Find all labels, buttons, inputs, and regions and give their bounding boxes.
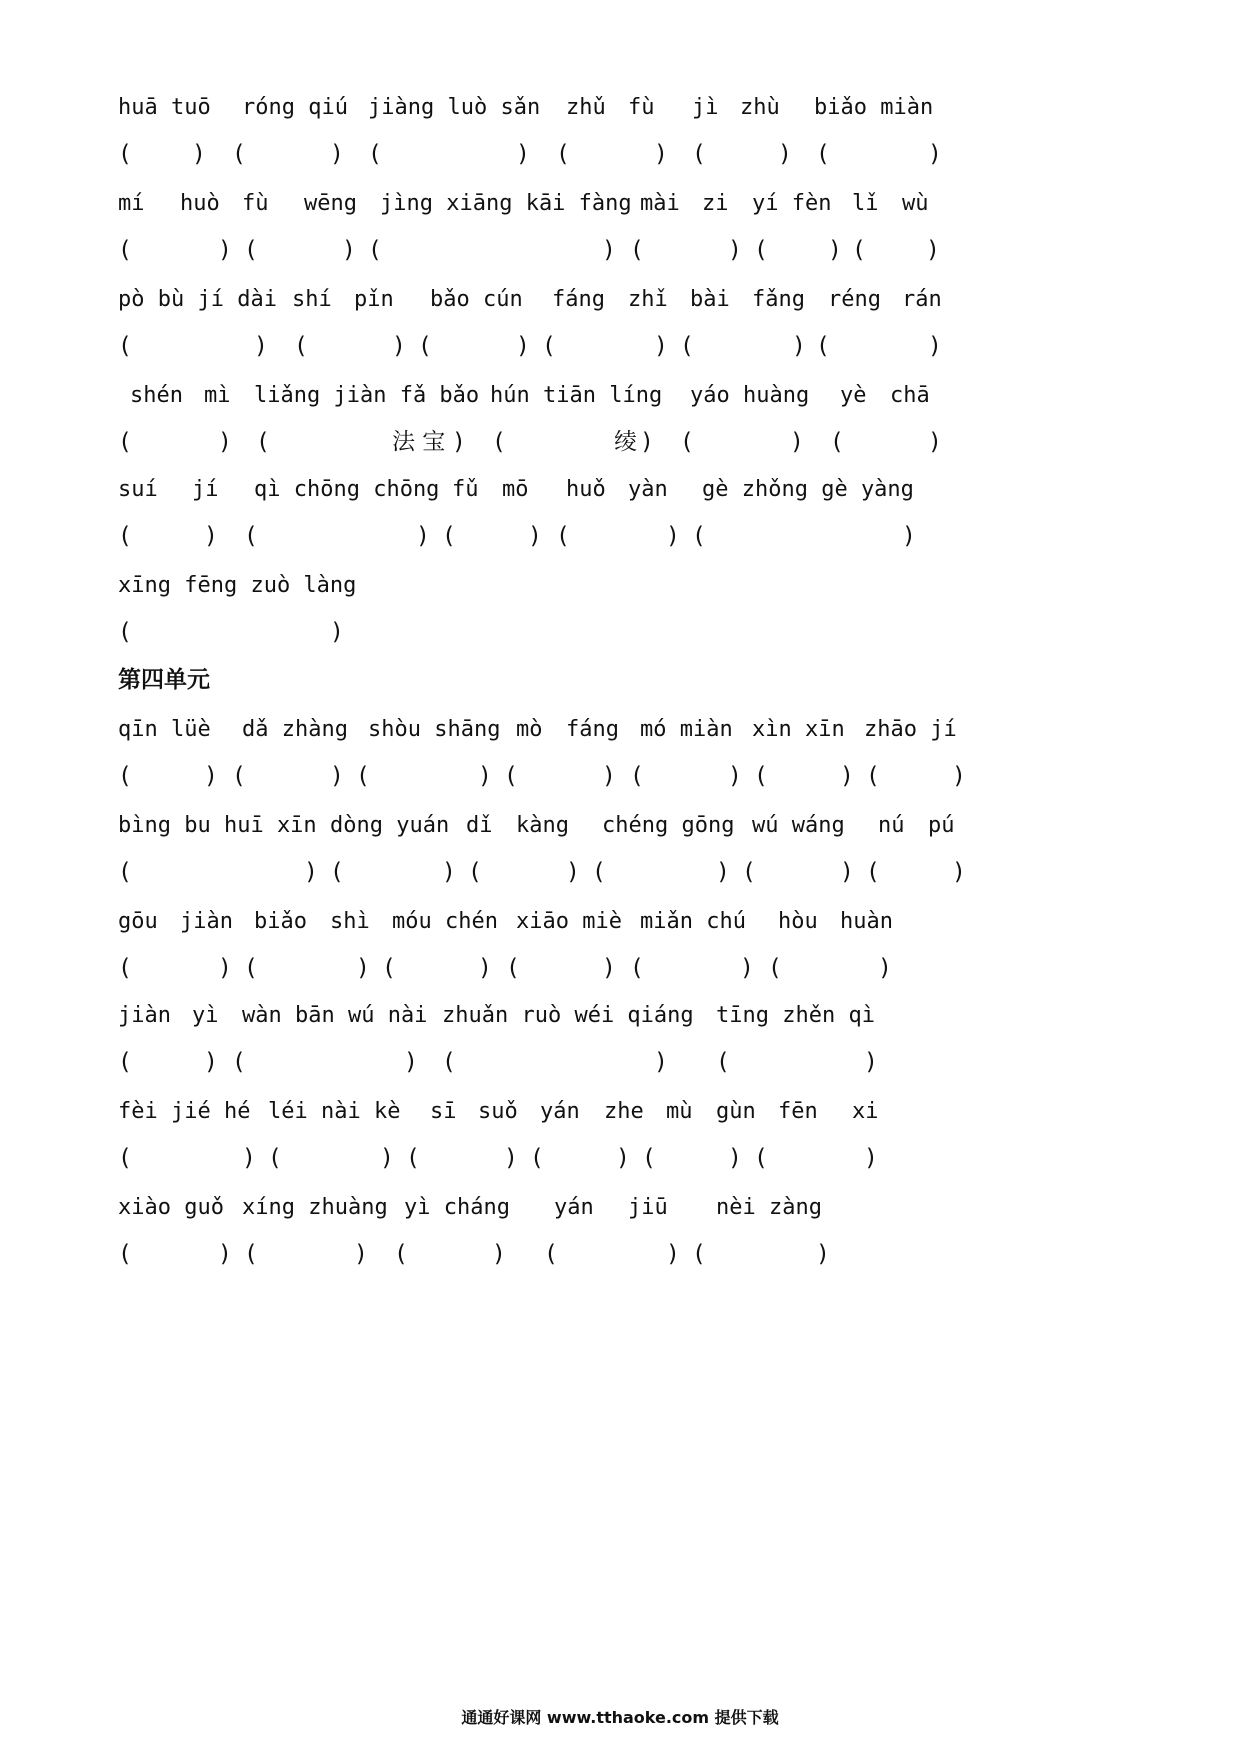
open-paren: ( — [232, 1049, 246, 1075]
answer-row — [0, 426, 1240, 458]
pinyin-word: wàn bān wú nài — [242, 1003, 428, 1028]
open-paren: ( — [368, 141, 382, 167]
open-paren: ( — [866, 763, 880, 789]
pinyin-word: chéng gōng — [602, 813, 735, 838]
close-paren: ) — [654, 141, 668, 167]
pinyin-word: zhāo jí — [864, 717, 957, 742]
pinyin-word: huàn — [840, 909, 893, 934]
pinyin-word: zhǐ — [628, 287, 668, 312]
open-paren: ( — [118, 1241, 132, 1267]
pinyin-word: huǒ — [566, 477, 606, 502]
pinyin-word: zhù — [740, 95, 780, 120]
pinyin-word: gè zhǒng gè yàng — [702, 477, 914, 502]
close-paren: ) — [330, 619, 344, 645]
answer-row — [0, 952, 1240, 984]
open-paren: ( — [530, 1145, 544, 1171]
open-paren: ( — [244, 1241, 258, 1267]
footer-credit: 通通好课网 www.tthaoke.com 提供下载 — [461, 1708, 779, 1727]
close-paren: ) — [356, 955, 370, 981]
open-paren: ( — [768, 955, 782, 981]
open-paren: ( — [330, 859, 344, 885]
open-paren: ( — [118, 141, 132, 167]
open-paren: ( — [232, 763, 246, 789]
close-paren: ) — [928, 141, 942, 167]
close-paren: ) — [864, 1145, 878, 1171]
close-paren: ) — [242, 1145, 256, 1171]
pinyin-word: lǐ — [852, 191, 879, 216]
pinyin-word: fǔ — [452, 477, 479, 502]
open-paren: ( — [754, 763, 768, 789]
close-paren: ) — [666, 1241, 680, 1267]
close-paren: ) — [602, 237, 616, 263]
pinyin-word: suǒ — [478, 1099, 518, 1124]
pinyin-word: wēng — [304, 191, 357, 216]
pinyin-word: zhuǎn ruò wéi qiáng — [442, 1003, 694, 1028]
pinyin-word: fáng — [552, 287, 605, 312]
pinyin-word: jiàng luò sǎn — [368, 95, 541, 120]
pinyin-word: mō — [502, 477, 529, 502]
open-paren: ( — [118, 1145, 132, 1171]
pinyin-word: dòng yuán — [330, 813, 450, 838]
open-paren: ( — [866, 859, 880, 885]
open-paren: ( — [630, 955, 644, 981]
pinyin-word: jiàn — [180, 909, 233, 934]
pinyin-row — [0, 1096, 1240, 1128]
pinyin-word: biǎo — [254, 909, 307, 934]
answer-row — [0, 1142, 1240, 1174]
pinyin-word: shén — [130, 383, 183, 408]
pinyin-word: yì — [192, 1003, 219, 1028]
close-paren: ) — [878, 955, 892, 981]
open-paren: ( — [542, 333, 556, 359]
pinyin-word: pǐn — [354, 287, 394, 312]
open-paren: ( — [442, 1049, 456, 1075]
close-paren: ) — [330, 141, 344, 167]
open-paren: ( — [118, 429, 132, 455]
close-paren: ) — [404, 1049, 418, 1075]
answer-row — [0, 760, 1240, 792]
pinyin-word: shí — [292, 287, 332, 312]
close-paren: ) — [416, 523, 430, 549]
pinyin-row — [0, 906, 1240, 938]
open-paren: ( — [754, 1145, 768, 1171]
close-paren: ) — [952, 859, 966, 885]
pinyin-word: mì — [204, 383, 231, 408]
pinyin-word: nèi zàng — [716, 1195, 822, 1220]
close-paren: ) — [740, 955, 754, 981]
close-paren: ) — [928, 333, 942, 359]
pinyin-row — [0, 474, 1240, 506]
pinyin-word: rán — [902, 287, 942, 312]
pinyin-word: chā — [890, 383, 930, 408]
close-paren: ) — [792, 333, 806, 359]
pinyin-word: yì cháng — [404, 1195, 510, 1220]
open-paren: ( — [816, 141, 830, 167]
open-paren: ( — [742, 859, 756, 885]
pinyin-word: liǎng jiàn fǎ bǎo — [254, 383, 480, 408]
open-paren: ( — [506, 955, 520, 981]
pinyin-row — [0, 380, 1240, 412]
open-paren: ( — [118, 859, 132, 885]
close-paren: ) — [716, 859, 730, 885]
close-paren: ) — [342, 237, 356, 263]
close-paren: ) — [840, 859, 854, 885]
close-paren: ) — [304, 859, 318, 885]
pinyin-word: réng — [828, 287, 881, 312]
pinyin-word: hòu — [778, 909, 818, 934]
pinyin-word: xīng fēng zuò làng — [118, 573, 357, 598]
close-paren: ) — [640, 429, 654, 455]
open-paren: ( — [244, 237, 258, 263]
close-paren: ) — [666, 523, 680, 549]
close-paren: ) — [516, 141, 530, 167]
pinyin-word: wù — [902, 191, 929, 216]
pinyin-row — [0, 92, 1240, 124]
section-heading: 第四单元 — [118, 667, 210, 693]
open-paren: ( — [418, 333, 432, 359]
pinyin-word: fù — [628, 95, 655, 120]
pinyin-word: xiào guǒ — [118, 1195, 224, 1220]
close-paren: ) — [828, 237, 842, 263]
open-paren: ( — [630, 237, 644, 263]
pinyin-word: sī — [430, 1099, 457, 1124]
close-paren: ) — [204, 1049, 218, 1075]
open-paren: ( — [118, 333, 132, 359]
close-paren: ) — [204, 763, 218, 789]
pinyin-word: bǎo cún — [430, 287, 523, 312]
pinyin-word: mí — [118, 191, 145, 216]
pinyin-word: fù — [242, 191, 269, 216]
open-paren: ( — [592, 859, 606, 885]
pinyin-word: yí fèn — [752, 191, 832, 216]
pinyin-word: jiū — [628, 1195, 668, 1220]
close-paren: ) — [218, 1241, 232, 1267]
pinyin-word: suí — [118, 477, 158, 502]
open-paren: ( — [256, 429, 270, 455]
close-paren: ) — [478, 763, 492, 789]
close-paren: ) — [816, 1241, 830, 1267]
close-paren: ) — [492, 1241, 506, 1267]
pinyin-word: qīn lüè — [118, 717, 211, 742]
close-paren: ) — [864, 1049, 878, 1075]
open-paren: ( — [382, 955, 396, 981]
open-paren: ( — [716, 1049, 730, 1075]
pinyin-word: zhǔ — [566, 95, 606, 120]
pinyin-row — [0, 1192, 1240, 1224]
pinyin-word: qì chōng chōng — [254, 477, 440, 502]
open-paren: ( — [294, 333, 308, 359]
open-paren: ( — [118, 523, 132, 549]
answer-row — [0, 330, 1240, 362]
pinyin-word: huā tuō — [118, 95, 211, 120]
open-paren: ( — [118, 763, 132, 789]
pinyin-word: zhe — [604, 1099, 644, 1124]
open-paren: ( — [816, 333, 830, 359]
answer-fill: 法 宝 — [392, 429, 446, 455]
pinyin-word: bìng bu huī xīn — [118, 813, 317, 838]
pinyin-row — [0, 284, 1240, 316]
close-paren: ) — [902, 523, 916, 549]
pinyin-word: pú — [928, 813, 955, 838]
close-paren: ) — [354, 1241, 368, 1267]
open-paren: ( — [642, 1145, 656, 1171]
open-paren: ( — [754, 237, 768, 263]
open-paren: ( — [692, 1241, 706, 1267]
answer-row — [0, 520, 1240, 552]
open-paren: ( — [492, 429, 506, 455]
pinyin-word: yán — [540, 1099, 580, 1124]
close-paren: ) — [616, 1145, 630, 1171]
pinyin-word: jiàn — [118, 1003, 171, 1028]
pinyin-word: fǎng — [752, 287, 805, 312]
answer-row — [0, 616, 1240, 648]
answer-row — [0, 1046, 1240, 1078]
pinyin-word: biǎo miàn — [814, 95, 934, 120]
open-paren: ( — [556, 523, 570, 549]
close-paren: ) — [602, 763, 616, 789]
pinyin-word: tīng zhěn qì — [716, 1003, 875, 1028]
open-paren: ( — [118, 237, 132, 263]
close-paren: ) — [218, 237, 232, 263]
open-paren: ( — [504, 763, 518, 789]
open-paren: ( — [630, 763, 644, 789]
close-paren: ) — [192, 141, 206, 167]
pinyin-word: fáng — [566, 717, 619, 742]
close-paren: ) — [926, 237, 940, 263]
pinyin-word: xìn xīn — [752, 717, 845, 742]
open-paren: ( — [680, 429, 694, 455]
close-paren: ) — [778, 141, 792, 167]
pinyin-word: xíng zhuàng — [242, 1195, 388, 1220]
pinyin-word: gōu — [118, 909, 158, 934]
pinyin-word: fēn — [778, 1099, 818, 1124]
open-paren: ( — [556, 141, 570, 167]
open-paren: ( — [830, 429, 844, 455]
close-paren: ) — [204, 523, 218, 549]
pinyin-word: yè — [840, 383, 867, 408]
pinyin-word: jì — [692, 95, 719, 120]
pinyin-word: kàng — [516, 813, 569, 838]
close-paren: ) — [254, 333, 268, 359]
close-paren: ) — [728, 1145, 742, 1171]
answer-row — [0, 234, 1240, 266]
pinyin-word: mài — [640, 191, 680, 216]
pinyin-word: dǐ — [466, 813, 493, 838]
pinyin-word: zi — [702, 191, 729, 216]
pinyin-row — [0, 1000, 1240, 1032]
open-paren: ( — [692, 523, 706, 549]
close-paren: ) — [478, 955, 492, 981]
close-paren: ) — [952, 763, 966, 789]
open-paren: ( — [692, 141, 706, 167]
open-paren: ( — [394, 1241, 408, 1267]
pinyin-word: róng qiú — [242, 95, 348, 120]
pinyin-word: xiāo miè — [516, 909, 622, 934]
pinyin-word: móu chén — [392, 909, 498, 934]
pinyin-word: shì — [330, 909, 370, 934]
pinyin-word: wú wáng — [752, 813, 845, 838]
open-paren: ( — [442, 523, 456, 549]
open-paren: ( — [406, 1145, 420, 1171]
pinyin-word: léi nài kè — [268, 1099, 401, 1124]
answer-row — [0, 1238, 1240, 1270]
close-paren: ) — [840, 763, 854, 789]
pinyin-row — [0, 188, 1240, 220]
pinyin-word: pò bù jí dài — [118, 287, 277, 312]
open-paren: ( — [244, 955, 258, 981]
close-paren: ) — [218, 955, 232, 981]
answer-fill: 绫 — [614, 429, 637, 455]
pinyin-word: jí — [192, 477, 219, 502]
open-paren: ( — [356, 763, 370, 789]
close-paren: ) — [528, 523, 542, 549]
open-paren: ( — [852, 237, 866, 263]
pinyin-row — [0, 714, 1240, 746]
pinyin-word: gùn — [716, 1099, 756, 1124]
close-paren: ) — [392, 333, 406, 359]
open-paren: ( — [544, 1241, 558, 1267]
pinyin-word: hún tiān líng — [490, 383, 663, 408]
pinyin-word: miǎn chú — [640, 909, 746, 934]
pinyin-word: yàn — [628, 477, 668, 502]
open-paren: ( — [244, 523, 258, 549]
pinyin-word: xi — [852, 1099, 879, 1124]
close-paren: ) — [728, 237, 742, 263]
close-paren: ) — [654, 1049, 668, 1075]
answer-row — [0, 138, 1240, 170]
close-paren: ) — [452, 429, 466, 455]
open-paren: ( — [680, 333, 694, 359]
open-paren: ( — [368, 237, 382, 263]
open-paren: ( — [118, 619, 132, 645]
pinyin-word: mó miàn — [640, 717, 733, 742]
close-paren: ) — [728, 763, 742, 789]
open-paren: ( — [268, 1145, 282, 1171]
close-paren: ) — [218, 429, 232, 455]
pinyin-word: yán — [554, 1195, 594, 1220]
open-paren: ( — [118, 955, 132, 981]
pinyin-word: fèi jié hé — [118, 1099, 251, 1124]
close-paren: ) — [504, 1145, 518, 1171]
answer-row — [0, 856, 1240, 888]
pinyin-word: bài — [690, 287, 730, 312]
pinyin-word: mù — [666, 1099, 693, 1124]
pinyin-word: nú — [878, 813, 905, 838]
open-paren: ( — [468, 859, 482, 885]
pinyin-word: jìng xiāng kāi fàng — [380, 191, 632, 216]
close-paren: ) — [566, 859, 580, 885]
open-paren: ( — [118, 1049, 132, 1075]
close-paren: ) — [516, 333, 530, 359]
pinyin-word: dǎ zhàng — [242, 717, 348, 742]
pinyin-word: shòu shāng — [368, 717, 501, 742]
pinyin-word: mò — [516, 717, 543, 742]
pinyin-row — [0, 810, 1240, 842]
close-paren: ) — [602, 955, 616, 981]
close-paren: ) — [380, 1145, 394, 1171]
pinyin-word: huò — [180, 191, 220, 216]
open-paren: ( — [232, 141, 246, 167]
close-paren: ) — [928, 429, 942, 455]
pinyin-row — [0, 570, 1240, 602]
close-paren: ) — [654, 333, 668, 359]
close-paren: ) — [330, 763, 344, 789]
pinyin-word: yáo huàng — [690, 383, 810, 408]
close-paren: ) — [790, 429, 804, 455]
close-paren: ) — [442, 859, 456, 885]
